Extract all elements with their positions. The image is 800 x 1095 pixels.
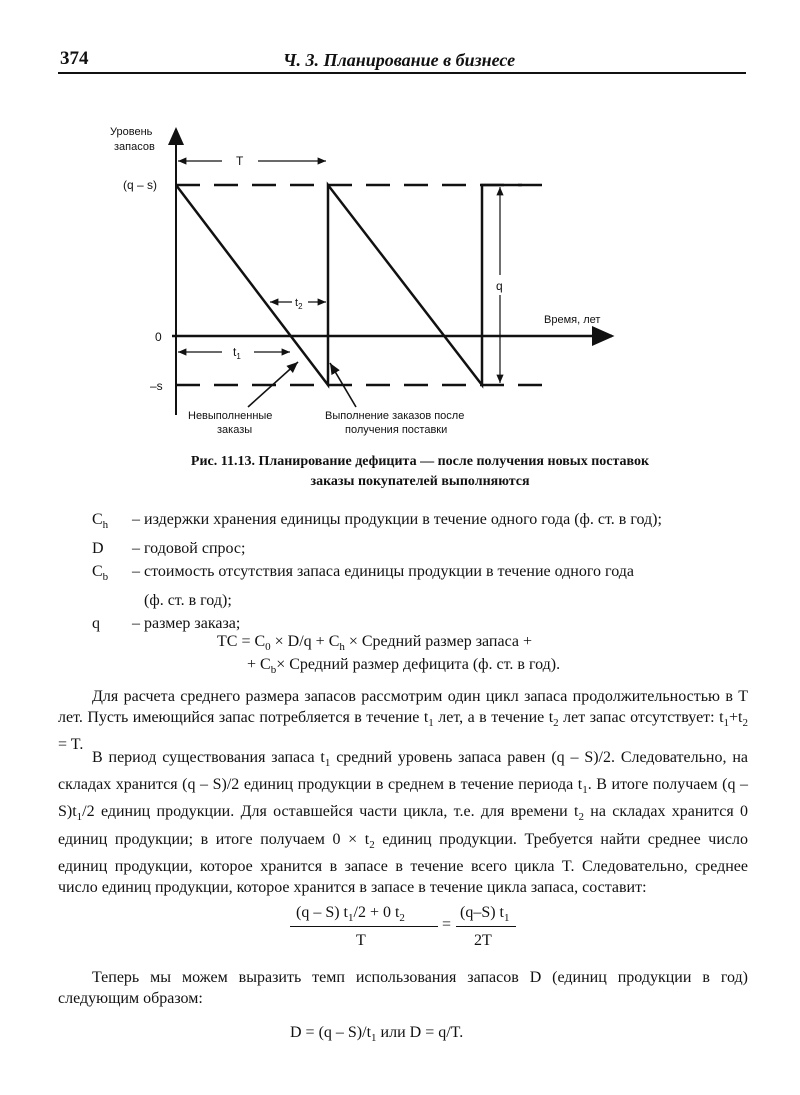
def-cb: $C_b$ – стоимость отсутствия запаса единицы продукции в течение одного года (92, 563, 634, 584)
level-bottom-label: –s (150, 379, 163, 393)
definitions-list (92, 508, 772, 635)
annot-unfilled-1: Невыполненные (188, 410, 273, 422)
fraction-denominator-2: 2T (474, 932, 492, 949)
average-stock-fraction (290, 898, 530, 958)
fraction-denominator-1: T (356, 932, 366, 949)
annot-fulfill-2: получения поставки (345, 424, 448, 436)
figure-caption (110, 452, 730, 492)
fraction-numerator-2: (q–S) $t_1$ (460, 904, 510, 925)
fraction-bar-1 (290, 926, 438, 927)
q-label: q (496, 279, 503, 293)
caption-line-1: Рис. 11.13. Планирование дефицита — после получения новых поставок (190, 454, 650, 469)
chapter-title: Ч. 3. Планирование в бизнесе (283, 50, 516, 70)
def-q: q – размер заказа; (92, 615, 241, 633)
paragraph-1: Для расчета среднего размера запасов рассмотрим один цикл запаса продолжительностью в Т лет. Пусть имеющийся запас потребляется в течение $t_1$ лет, а в течение $t_2$ лет запас отсутствует: $t_1+t_2 = T$. (58, 688, 748, 754)
cost-formula-line-2: + $C_b\times$ Средний размер дефицита (ф. ст. в год). (247, 656, 561, 677)
level-zero-label: 0 (155, 330, 162, 344)
t1-label: $t_1$ (233, 345, 241, 361)
def-cb-units: (ф. ст. в год); (144, 592, 232, 610)
annot-fulfill-1: Выполнение заказов после (325, 410, 465, 422)
annot-unfilled-2: заказы (217, 424, 253, 436)
y-axis-label-1: Уровень (110, 126, 153, 138)
fraction-equals: = (442, 916, 452, 933)
inventory-diagram (0, 115, 800, 445)
y-axis-label-2: запасов (114, 141, 155, 153)
def-d: D – годовой спрос; (92, 540, 246, 558)
header-rule (58, 72, 746, 74)
fraction-bar-2 (456, 926, 516, 927)
paragraph-3: Теперь мы можем выразить темп использования запасов D (единиц продукции в год) следующим образом: (58, 969, 748, 1007)
fraction-numerator-1: (q – S) $t_1/2 + 0$ $t_2$ (296, 904, 405, 925)
cost-formula-line-1: TC = $C_0 \times D/q + C_h$ × Средний размер запаса + (217, 633, 532, 654)
def-ch: $C_h$ – издержки хранения единицы продукции в течение одного года (ф. ст. в год); (92, 511, 662, 532)
period-label: T (236, 154, 244, 168)
inventory-sawtooth (176, 185, 522, 385)
t2-label: $t_2$ (295, 297, 303, 311)
page-number: 374 (60, 48, 89, 69)
x-axis-label: Время, лет (544, 314, 601, 326)
level-top-label: (q – s) (123, 178, 158, 192)
caption-line-2: заказы покупателей выполняются (310, 474, 530, 489)
paragraph-2: В период существования запаса $t_1$ средний уровень запаса равен (q – S)/2. Следовательно, на складах хранится (q – S)/2 единиц продукции в среднем в течение периода $t_1$. В итоге получаем $(q - S)t_1/2$ единиц продукции. Для оставшейся части цикла, т.е. для времени $t_2$ на складах хранится 0 единиц продукции; в итоге получаем $0 \times t_2$ единиц продукции. Требуется найти среднее число единиц продукции, которое хранится в запасе в течение всего цикла T. Следовательно, среднее число единиц продукции, которое хранится в запасе в течение цикла запаса, составит: (58, 749, 749, 896)
rate-formula: $D = (q - S)/t_1$ или D = q/T. (290, 1024, 464, 1045)
